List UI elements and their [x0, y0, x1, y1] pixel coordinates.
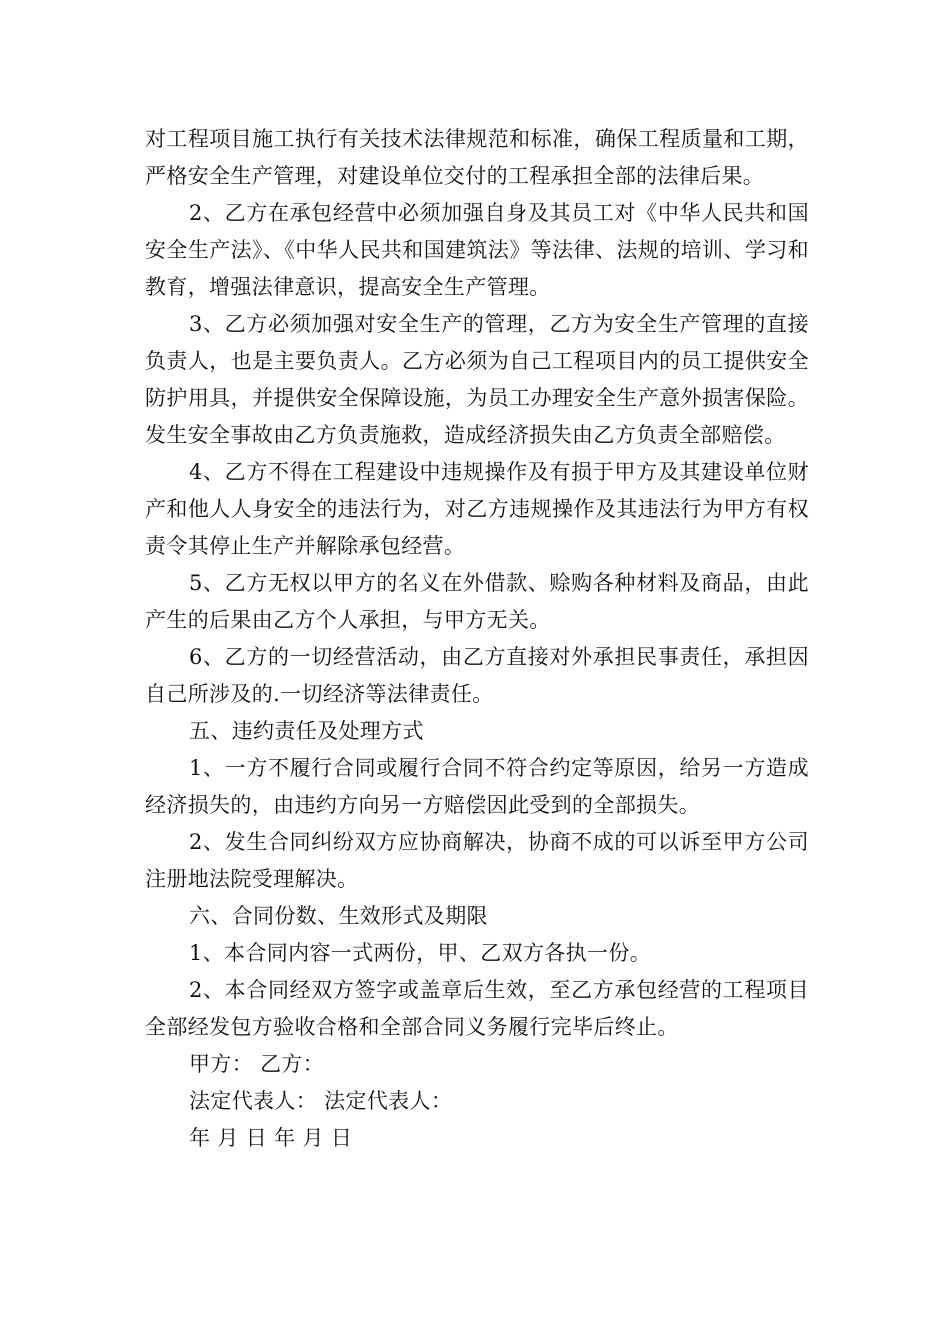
paragraph-clause-6-civil-liability: 6、乙方的一切经营活动，由乙方直接对外承担民事责任，承担因自己所涉及的.一切经济等法律责任。 [145, 645, 809, 706]
section-heading-breach-liability: 五、违约责任及处理方式 [189, 719, 424, 743]
document-body [145, 121, 809, 1157]
paragraph-clause-5-borrowing: 5、乙方无权以甲方的名义在外借款、赊购各种材料及商品，由此产生的后果由乙方个人承担，与甲方无关。 [145, 571, 809, 632]
paragraph-breach-clause-2: 2、发生合同纠纷双方应协商解决，协商不成的可以诉至甲方公司注册地法院受理解决。 [145, 830, 809, 891]
paragraph-copies-clause-2: 2、本合同经双方签字或盖章后生效，至乙方承包经营的工程项目全部经发包方验收合格和全部合同义务履行完毕后终止。 [145, 978, 809, 1039]
signature-representatives-line: 法定代表人： 法定代表人： [189, 1089, 453, 1113]
paragraph-clause-4-violations: 4、乙方不得在工程建设中违规操作及有损于甲方及其建设单位财产和他人人身安全的违法行为，对乙方违规操作及其违法行为甲方有权责令其停止生产并解除承包经营。 [145, 460, 809, 558]
paragraph-clause-3-safety-management: 3、乙方必须加强对安全生产的管理，乙方为安全生产管理的直接负责人，也是主要负责人。乙方必须为自己工程项目内的员工提供安全防护用具，并提供安全保障设施，为员工办理安全生产意外损害保险。发生安全事故由乙方负责施救，造成经济损失由乙方负责全部赔偿。 [145, 312, 809, 447]
section-heading-copies-validity: 六、合同份数、生效形式及期限 [189, 904, 488, 928]
signature-parties-line: 甲方： 乙方： [189, 1052, 325, 1076]
signature-dates-line: 年 月 日 年 月 日 [189, 1126, 353, 1150]
paragraph-clause-2-legal-training: 2、乙方在承包经营中必须加强自身及其员工对《中华人民共和国安全生产法》、《中华人民共和国建筑法》等法律、法规的培训、学习和教育，增强法律意识，提高安全生产管理。 [145, 201, 809, 299]
paragraph-breach-clause-1: 1、一方不履行合同或履行合同不符合约定等原因，给另一方造成经济损失的，由违约方向另一方赔偿因此受到的全部损失。 [145, 756, 809, 817]
paragraph-project-execution: 对工程项目施工执行有关技术法律规范和标准，确保工程质量和工期，严格安全生产管理，对建设单位交付的工程承担全部的法律后果。 [145, 127, 809, 188]
paragraph-copies-clause-1: 1、本合同内容一式两份，甲、乙双方各执一份。 [189, 941, 652, 965]
